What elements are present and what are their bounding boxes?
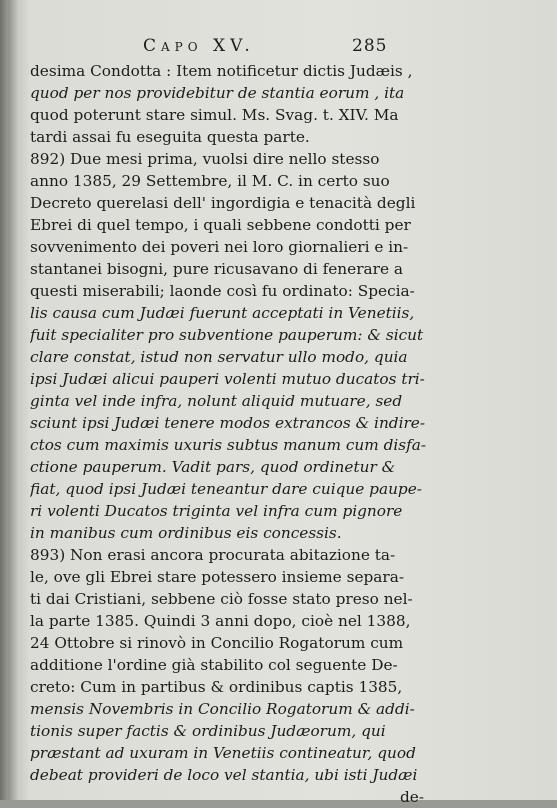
book-page [8, 0, 557, 806]
text-line: 24 Ottobre si rinovò in Concilio Rogatorum cum [30, 634, 404, 652]
paragraph-892-start: 892) Due mesi prima, vuolsi dire nello stesso [30, 150, 380, 168]
text-line: præstant ad uxuram in Venetiis contineatur, quod [30, 744, 416, 762]
text-line: tionis super factis & ordinibus Judæorum, qui [30, 722, 386, 740]
text-line: ipsi Judæi alicui pauperi volenti mutuo ducatos tri- [30, 370, 425, 388]
text-line: stantanei bisogni, pure ricusavano di fenerare a [30, 260, 403, 278]
text-line: fuit specialiter pro subventione pauperum: & sicut [30, 326, 424, 344]
text-line: le, ove gli Ebrei stare potessero insieme separa- [30, 568, 405, 586]
text-line: in manibus cum ordinibus eis concessis. [30, 524, 342, 542]
text-line: tardi assai fu eseguita questa parte. [30, 128, 310, 146]
text-line: ri volenti Ducatos triginta vel infra cum pignore [30, 502, 403, 520]
text-line: ctos cum maximis uxuris subtus manum cum disfa- [30, 436, 427, 454]
page-header [8, 36, 557, 58]
page-number: 285 [352, 36, 388, 56]
text-line: Ebrei di quel tempo, i quali sebbene condotti per [30, 216, 411, 234]
text-line: ginta vel inde infra, nolunt aliquid mutuare, sed [30, 392, 403, 410]
text-line: mensis Novembris in Concilio Rogatorum & addi- [30, 700, 415, 718]
body-text [30, 60, 430, 808]
running-title: Capo XV. [143, 36, 255, 56]
text-line: Decreto querelasi dell' ingordigia e tenacità degli [30, 194, 416, 212]
text-line: la parte 1385. Quindi 3 anni dopo, cioè nel 1388, [30, 612, 411, 630]
text-line: debeat provideri de loco vel stantia, ubi isti Judæi [30, 766, 418, 784]
text-line: ti dai Cristiani, sebbene ciò fosse stato preso nel- [30, 590, 413, 608]
text-line: desima Condotta : Item notificetur dictis Judæis , [30, 62, 413, 80]
text-line: clare constat, istud non servatur ullo modo, quia [30, 348, 408, 366]
text-line: quod per nos providebitur de stantia eorum , ita [30, 84, 405, 102]
text-line: quod poterunt stare simul. Ms. Svag. t. XIV. Ma [30, 106, 399, 124]
text-line: sovvenimento dei poveri nei loro giornalieri e in- [30, 238, 409, 256]
text-line: fiat, quod ipsi Judæi teneantur dare cuique paupe- [30, 480, 422, 498]
text-line: ctione pauperum. Vadit pars, quod ordinetur & [30, 458, 396, 476]
catchword: de- [399, 788, 424, 806]
book-spine-shadow [0, 0, 8, 800]
text-line: creto: Cum in partibus & ordinibus captis 1385, [30, 678, 403, 696]
paragraph-893-start: 893) Non erasi ancora procurata abitazione ta- [30, 546, 396, 564]
text-line: lis causa cum Judæi fuerunt acceptati in Venetiis, [30, 304, 415, 322]
text-line: anno 1385, 29 Settembre, il M. C. in certo suo [30, 172, 390, 190]
text-line: questi miserabili; laonde così fu ordinato: Specia- [30, 282, 415, 300]
text-line: additione l'ordine già stabilito col seguente De- [30, 656, 398, 674]
text-line: sciunt ipsi Judæi tenere modos extrancos & indire- [30, 414, 426, 432]
